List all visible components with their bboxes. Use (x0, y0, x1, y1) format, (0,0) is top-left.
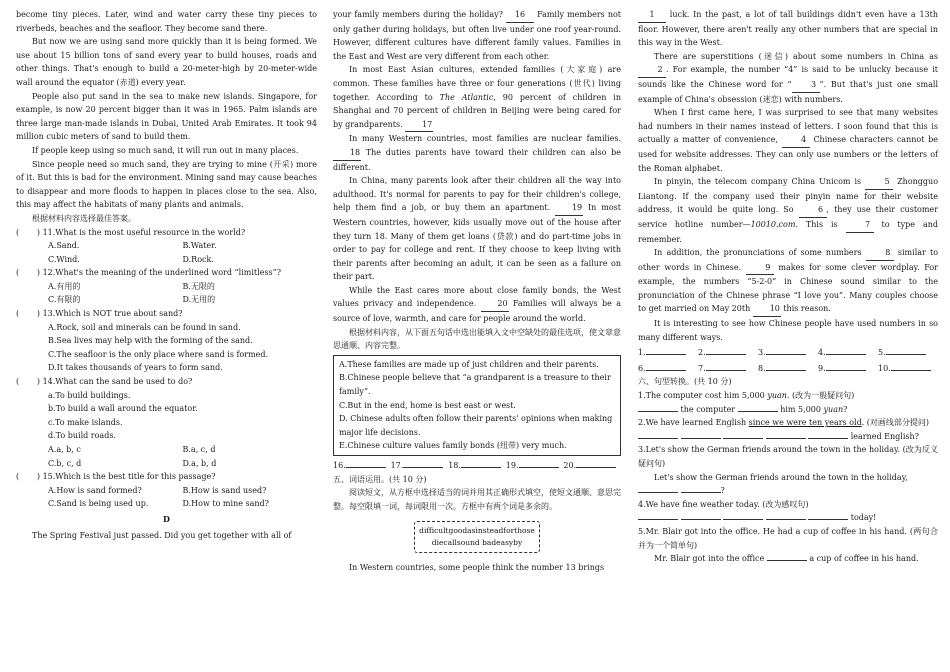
word-box-line: diecallsound badeasyby (431, 538, 523, 548)
question-14: ( ) 14.What can the sand be used to do? (16, 377, 193, 387)
passage-d-paragraph: The Spring Festival just passed. Did you get together with all of (32, 530, 292, 540)
question-11: ( ) 11.What is the most useful resource in the world? (16, 227, 246, 237)
answer-line[interactable] (767, 560, 807, 561)
option: B.无限的 (182, 281, 215, 291)
option: A.How is sand formed? (48, 485, 142, 495)
blank-6: 6 (799, 203, 827, 218)
answer-number: 10. (878, 363, 891, 373)
choices-box (333, 355, 621, 456)
answer-line[interactable] (826, 370, 866, 371)
passage-d-paragraph: In China, many parents look after their children all the way into adulthood. It's normal for parents to pay for their children's college, help them find a job, or buy them an apartment. 19 In most Western countries, however, kids usually move out of the house after they turn 18. Many of them get loans (贷款) and do part-time jobs in order to pay for college and rent. If they choose to keep living with their parents after becoming an adult, it can be seen as a failure on their part. (333, 176, 621, 282)
column-3 (638, 8, 938, 566)
sentence-answer: today! (638, 511, 938, 525)
blank-2: 2 (638, 63, 666, 78)
passage-c-paragraph: Since people need so much sand, they are trying to mine (开采) more of it. But this is bad for the environment. Mining sand may cause beaches to disappear and more floods to happen in places close to the sea. Also, this may affect the habitats of many plants and animals. (16, 159, 317, 210)
answer-line[interactable] (638, 519, 678, 520)
instruction: 阅读短文，从方框中选择适当的词并用其正确形式填空，使短文通顺、意思完整。每空限填一词，每词限用一次。方框中有两个词是多余的。 (333, 488, 621, 511)
answer-line[interactable] (826, 354, 866, 355)
options-12 (16, 293, 317, 307)
option: A.Sand. (48, 241, 80, 251)
answer-number: 8. (758, 363, 766, 373)
instruction: 根据材料内容，从下面五句话中选出能填入文中空缺处的最佳选项，使文章意思通顺、内容完整。 (333, 327, 621, 351)
choice: C.But in the end, home is best east or west. (339, 400, 516, 410)
blank-5: 5 (865, 175, 893, 190)
answer-number: 16. (333, 461, 346, 470)
answer-number: 2. (698, 348, 706, 358)
answer-line[interactable] (681, 492, 721, 493)
answer-line[interactable] (723, 519, 763, 520)
sentence-answer: the computer him 5,000 yuan? (638, 403, 938, 417)
passage-c-paragraph: If people keep using so much sand, it will run out in many places. (32, 145, 299, 155)
answer-line[interactable] (576, 467, 616, 468)
answer-number: 20. (563, 461, 577, 470)
blank-4: 4 (782, 133, 810, 148)
answer-number: 9. (818, 363, 826, 373)
blank-7: 7 (846, 218, 874, 233)
blank-16: 16 (506, 8, 534, 23)
option: A.a, b, c (48, 445, 81, 454)
options-14 (16, 457, 317, 471)
options-15 (16, 497, 317, 511)
sentence-item: 5.Mr. Blair got into the office. He had a cup of coffee in his hand. (两句合并为一个简单句) (638, 526, 938, 550)
option: D.How to mine sand? (182, 499, 269, 509)
answer-number: 7. (698, 363, 706, 373)
option: C.Wind. (48, 254, 80, 264)
blank-9: 9 (746, 261, 774, 276)
blank-18: 18 (333, 146, 361, 161)
column-2 (333, 8, 621, 575)
option: B.Water. (182, 241, 217, 251)
options-11 (16, 253, 317, 267)
option: C.The seafloor is the only place where sand is formed. (48, 349, 269, 359)
passage-paragraph: 1 luck. In the past, a lot of tall buildings didn't even have a 13th floor. However, there aren't really any other numbers that are special in this way in the West. (638, 10, 939, 48)
question-13: ( ) 13.Which is NOT true about sand? (16, 309, 183, 319)
question-12: ( ) 12.What's the meaning of the underlined word “limitless”? (16, 268, 282, 278)
option: D.It takes thousands of years to form sand. (48, 363, 223, 373)
answer-line[interactable] (706, 354, 746, 355)
answer-blanks (638, 346, 938, 360)
answer-number: 18. (448, 461, 461, 470)
passage-paragraph: It is interesting to see how Chinese people have used numbers in so many different ways. (638, 319, 938, 342)
list-item: a.To build buildings. (48, 390, 131, 400)
answer-number: 19. (505, 461, 519, 470)
answer-line[interactable] (638, 438, 678, 439)
blank-19: 19 (555, 201, 583, 216)
passage-paragraph: In pinyin, the telecom company China Unicom is 5 Zhongguo Liantong. If the company used their pinyin name for their website address, it would be quite long. So 6 , they use their customer service hotline number—10010.com. This is 7 to type and remember. (638, 177, 939, 244)
answer-line[interactable] (638, 492, 678, 493)
choice: D. Chinese adults often follow their parents' opinions when making major life decisions. (339, 414, 613, 437)
passage-paragraph: In Western countries, some people think the number 13 brings (349, 563, 605, 573)
answer-line[interactable] (681, 438, 721, 439)
answer-line[interactable] (766, 438, 806, 439)
passage-d-paragraph: your family members during the holiday? 16 Family members not only gather during holidays, but often live under one roof year-round. However, different cultures have different family values. Families in the East and West are very different from each other. (333, 10, 622, 61)
sentence-item: 2.We have learned English since we were ten years old. (对画线部分提问) (638, 418, 930, 428)
answer-number: 4. (818, 348, 826, 358)
word-box-line: difficultgoodasinsteadforthose (419, 526, 535, 536)
section-5-heading: 五、词语运用。(共 10 分) (333, 474, 427, 484)
option: A.Rock, soil and minerals can be found in sand. (48, 322, 241, 332)
answer-line[interactable] (886, 354, 926, 355)
answer-line[interactable] (403, 467, 443, 468)
blank-20: 20 (481, 297, 509, 312)
option: B.How is sand used? (182, 485, 267, 495)
answer-line[interactable] (766, 519, 806, 520)
passage-c-paragraph: become tiny pieces. Later, wind and water carry these tiny pieces to riverbeds, beaches and the seafloor. They become sand there. (16, 10, 317, 33)
answer-number: 6. (638, 363, 646, 373)
sentence-answer: Let's show the German friends around the town in the holiday, (654, 472, 908, 482)
list-item: b.To build a wall around the equator. (48, 404, 198, 414)
passage-paragraph: There are superstitions (迷信) about some numbers in China as 2 . For example, the number “4” is said to be unlucky because it sounds like the Chinese word for “ 3 ”. But that's just one small example of China's obsession (迷恋) with numbers. (638, 51, 939, 104)
answer-line[interactable] (646, 370, 686, 371)
option: C.有限的 (48, 295, 81, 305)
answer-line[interactable] (706, 370, 746, 371)
option: D.Rock. (182, 254, 214, 264)
answer-line[interactable] (346, 467, 386, 468)
choice: B.Chinese people believe that “a grandparent is a treasure to their family”. (339, 373, 611, 397)
answer-number: 17. (390, 461, 404, 470)
option: C.b, c, d (48, 458, 82, 468)
section-6-heading: 六、句型转换。(共 10 分) (638, 377, 732, 387)
answer-line[interactable] (681, 519, 721, 520)
passage-d-paragraph: In most East Asian cultures, extended families (大家庭) are common. These families have three or four generations (世代) living together. According to The Atlantic, 90 percent of children in Shanghai and 70 percent of children in Beijing were being cared for by grandparents. 17 (333, 63, 621, 132)
section-d-heading: D (163, 513, 170, 524)
sentence-answer: Mr. Blair got into the office a cup of coffee in his hand. (654, 554, 919, 564)
sentence-item: 1.The computer cost him 5,000 yuan. (改为一般疑问句) (638, 391, 855, 401)
sentence-answer: ? (638, 484, 938, 498)
passage-d-paragraph: In many Western countries, most families are nuclear families. 18 The duties parents have toward their children can also be different. (333, 134, 621, 172)
question-15: ( ) 15.Which is the best title for this passage? (16, 472, 216, 482)
answer-line[interactable] (646, 354, 686, 355)
blank-1: 1 (638, 8, 666, 23)
answer-number: 1. (638, 348, 646, 358)
passage-paragraph: When I first came here, I was surprised to see that many websites had numbers in their names instead of letters. I soon found that this is actually a matter of convenience, 4 Chinese characters cannot be used for website addresses. They can only use numbers or the letters of the Roman alphabet. (638, 108, 939, 173)
answer-line[interactable] (808, 438, 848, 439)
instruction: 根据材料内容选择最佳答案。 (32, 213, 136, 223)
passage-d-paragraph: While the East cares more about close family bonds, the West values privacy and independence. 20 Families will always be a source of love, warmth, and care for people around the world. (333, 285, 621, 324)
list-item: c.To make islands. (48, 417, 123, 427)
answer-line[interactable] (519, 467, 559, 468)
answer-line[interactable] (738, 411, 778, 412)
blank-3: 3 (792, 78, 820, 93)
options-14 (16, 443, 317, 457)
list-item: d.To build roads. (48, 431, 116, 441)
answer-number: 3. (758, 348, 766, 358)
options-12 (16, 280, 317, 294)
choice: A.These families are made up of just children and their parents. (339, 359, 599, 369)
answer-line[interactable] (808, 519, 848, 520)
column-1 (16, 8, 317, 542)
option: D.a, b, d (182, 458, 217, 468)
blank-8: 8 (866, 246, 894, 261)
option: D.无用的 (182, 295, 216, 305)
answer-number: 5. (878, 348, 886, 358)
option: A.有用的 (48, 281, 81, 291)
sentence-item: 3.Let's show the German friends around the town in the holiday. (改为反义疑问句) (638, 445, 938, 468)
sentence-item: 4.We have fine weather today. (改为感叹句) (638, 499, 809, 509)
answer-line[interactable] (461, 467, 501, 468)
passage-c-paragraph: People also put sand in the sea to make new islands. Singapore, for example, is now 20 percent bigger than it was in 1965. Palm islands are three large man-made islands in Dubai, United Arab Emirates. It took 94 million cubic meters of sand to build them. (16, 91, 317, 142)
option: B.a, c, d (182, 445, 216, 454)
choice: E.Chinese culture values family bonds (纽带) very much. (339, 441, 567, 451)
answer-line[interactable] (723, 438, 763, 439)
answer-line[interactable] (891, 370, 931, 371)
passage-c-paragraph: But now we are using sand more quickly than it is being formed. We use about 15 billion tons of sand every year to build houses, roads and other things. That's enough to build a 20-meter-high by 20-meter-wide wall around the equator (赤道) every year. (16, 37, 317, 87)
options-11 (16, 239, 317, 253)
options-15 (16, 484, 317, 498)
sentence-answer: learned English? (638, 430, 938, 444)
option: C.Sand is being used up. (48, 499, 149, 509)
answer-line[interactable] (766, 354, 806, 355)
answer-line[interactable] (638, 411, 678, 412)
passage-paragraph: In addition, the pronunciations of some numbers 8 similar to other words in Chinese. 9 makes for some clever wordplay. For example, the numbers “5-2-0” in Chinese sound similar to the pronunciation of the Chinese phrase “I love you”. Many couples choose to get married on May 20th 10 this reason. (638, 246, 938, 317)
blank-17: 17 (405, 118, 433, 133)
answer-line[interactable] (766, 370, 806, 371)
answer-blanks (333, 459, 621, 473)
answer-blanks (638, 362, 938, 376)
word-box (414, 521, 540, 553)
blank-10: 10 (753, 302, 781, 317)
option: B.Sea lives may help with the forming of the sand. (48, 336, 253, 346)
